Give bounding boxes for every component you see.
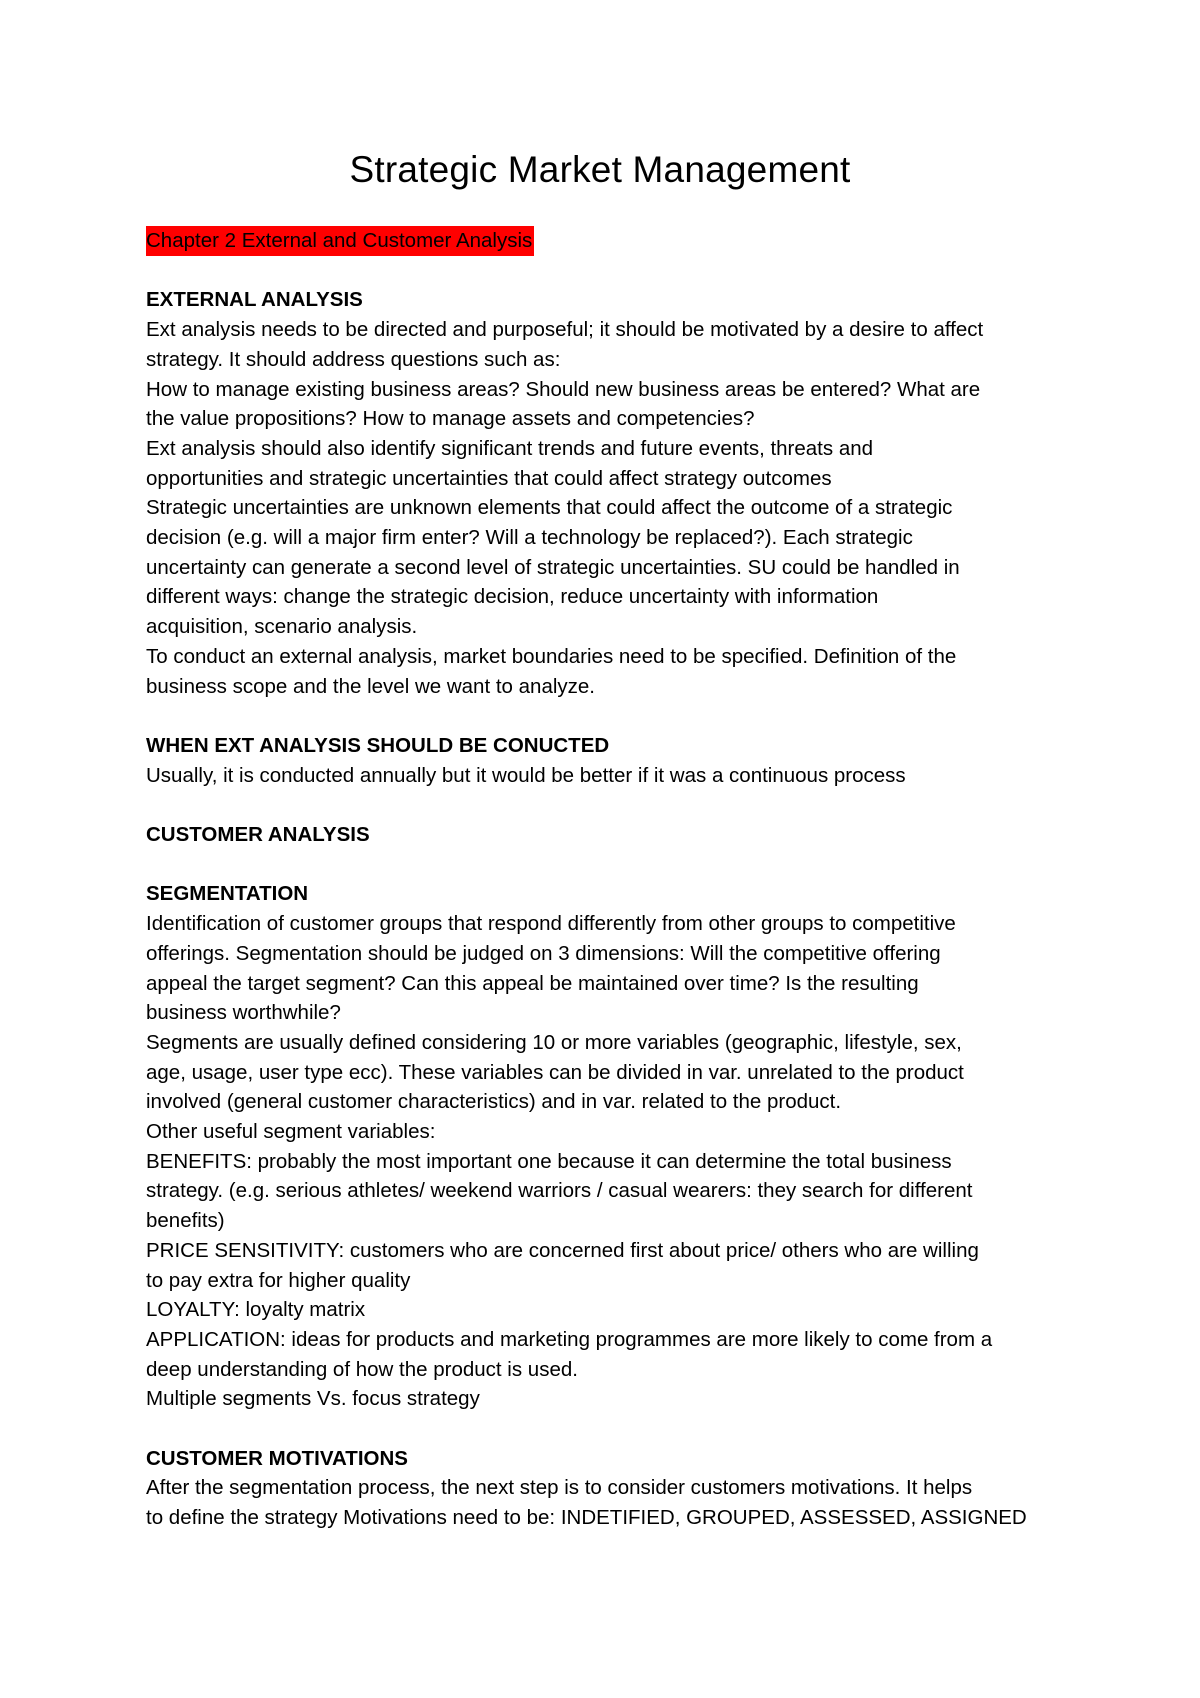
body-text-line: Multiple segments Vs. focus strategy [146, 1387, 480, 1411]
body-text-line: the value propositions? How to manage assets and competencies? [146, 407, 755, 431]
body-text-line: deep understanding of how the product is used. [146, 1357, 578, 1381]
body-text-line: decision (e.g. will a major firm enter? Will a technology be replaced?). Each strategic [146, 526, 913, 550]
body-text-line: different ways: change the strategic decision, reduce uncertainty with information [146, 585, 879, 609]
body-text-line: Identification of customer groups that respond differently from other groups to competitive [146, 912, 956, 936]
body-text-line: Other useful segment variables: [146, 1120, 436, 1144]
body-text-line: strategy. (e.g. serious athletes/ weekend warriors / casual wearers: they search for different [146, 1179, 973, 1203]
body-text-line: involved (general customer characteristics) and in var. related to the product. [146, 1090, 842, 1114]
body-text-line: BENEFITS: probably the most important one because it can determine the total business [146, 1149, 952, 1173]
chapter-heading: Chapter 2 External and Customer Analysis [146, 226, 534, 256]
body-text-line: appeal the target segment? Can this appeal be maintained over time? Is the resulting [146, 971, 919, 995]
paragraph-gap [146, 790, 1086, 820]
paragraph-gap [146, 850, 1086, 880]
body-text-line: age, usage, user type ecc). These variables can be divided in var. unrelated to the product [146, 1060, 964, 1084]
section-heading: SEGMENTATION [146, 882, 309, 906]
body-text-line: Ext analysis should also identify significant trends and future events, threats and [146, 436, 874, 460]
body-text-line: After the segmentation process, the next step is to consider customers motivations. It helps [146, 1476, 973, 1500]
body-text-line: benefits) [146, 1209, 225, 1233]
body-text-line: to define the strategy Motivations need to be: INDETIFIED, GROUPED, ASSESSED, ASSIGNED [146, 1506, 1027, 1530]
body-text-line: strategy. It should address questions such as: [146, 347, 561, 371]
section-heading: CUSTOMER MOTIVATIONS [146, 1446, 408, 1470]
section-heading: WHEN EXT ANALYSIS SHOULD BE CONUCTED [146, 733, 610, 757]
body-text-line: Ext analysis needs to be directed and purposeful; it should be motivated by a desire to affect [146, 318, 984, 342]
body-text-line: PRICE SENSITIVITY: customers who are concerned first about price/ others who are willing [146, 1238, 979, 1262]
paragraph-gap [146, 1414, 1086, 1444]
body-text-line: offerings. Segmentation should be judged on 3 dimensions: Will the competitive offering [146, 941, 941, 965]
body-text-line: business worthwhile? [146, 1001, 341, 1025]
document-body [146, 226, 1086, 1533]
section-heading: CUSTOMER ANALYSIS [146, 823, 370, 847]
body-text-line: LOYALTY: loyalty matrix [146, 1298, 366, 1322]
body-text-line: Usually, it is conducted annually but it would be better if it was a continuous process [146, 763, 906, 787]
paragraph-gap [146, 701, 1086, 731]
body-lines [146, 256, 1086, 1533]
body-text-line: acquisition, scenario analysis. [146, 615, 418, 639]
body-text-line: Segments are usually defined considering 10 or more variables (geographic, lifestyle, sex, [146, 1030, 962, 1054]
body-text-line: business scope and the level we want to analyze. [146, 674, 595, 698]
section-heading: EXTERNAL ANALYSIS [146, 288, 363, 312]
body-text-line: uncertainty can generate a second level of strategic uncertainties. SU could be handled in [146, 555, 960, 579]
paragraph-gap [146, 256, 1086, 286]
body-text-line: To conduct an external analysis, market boundaries need to be specified. Definition of the [146, 644, 957, 668]
body-text-line: opportunities and strategic uncertainties that could affect strategy outcomes [146, 466, 832, 490]
body-text-line: How to manage existing business areas? Should new business areas be entered? What are [146, 377, 981, 401]
chapter-heading-line [146, 226, 1086, 256]
document-title: Strategic Market Management [349, 149, 851, 190]
body-text-line: APPLICATION: ideas for products and marketing programmes are more likely to come from a [146, 1327, 993, 1351]
body-text-line: Strategic uncertainties are unknown elements that could affect the outcome of a strategic [146, 496, 953, 520]
body-text-line: to pay extra for higher quality [146, 1268, 411, 1292]
